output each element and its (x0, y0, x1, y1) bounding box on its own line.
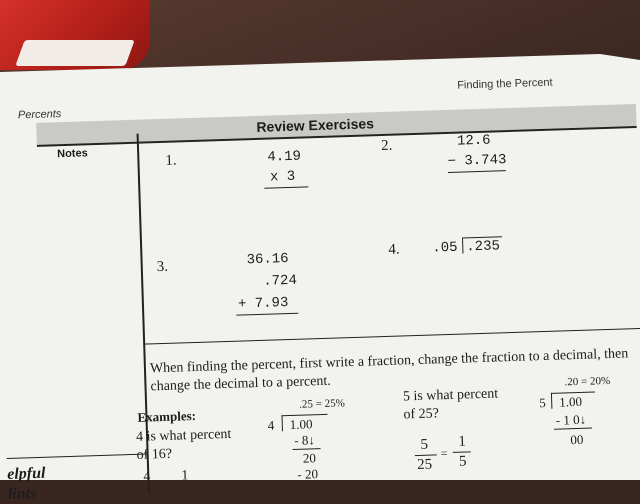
example-1-result: .25 = 25% (298, 397, 345, 411)
examples-label: Examples: (137, 407, 197, 425)
example-2-equals: = (440, 446, 448, 461)
helpful-hints-line2: lints (7, 485, 37, 503)
example-1-question-line2: of 16? (136, 446, 173, 463)
example-1-fraction-num: 4 (143, 469, 151, 485)
example-2-question-line1: 5 is what percent (402, 386, 499, 405)
example-1-divisor: 4 (267, 417, 275, 433)
example-2-dividend: 1.00 (558, 393, 583, 410)
exercise-4-dividend: .235 (466, 238, 501, 256)
section-rule (143, 328, 640, 345)
exercise-3-number: 3. (156, 258, 169, 276)
example-2-step-2: 00 (570, 431, 584, 448)
exercise-2-number: 2. (380, 137, 393, 155)
exercise-1-line2: x 3 (269, 168, 296, 186)
section-label: Percents (17, 108, 62, 122)
exercise-1-line (264, 186, 308, 188)
exercise-4-number: 4. (388, 241, 400, 258)
exercise-1-number: 1. (165, 152, 177, 169)
exercise-3-line2: .724 (263, 272, 298, 290)
exercise-4-divisor: .05 (432, 239, 458, 257)
example-1-question-line1: 4 is what percent (135, 426, 232, 445)
example-2-step-1: - 1 0↓ (555, 411, 587, 428)
example-2-question-line2: of 25? (403, 406, 440, 423)
instruction-line-1: When finding the percent, first write a fraction, change the fraction to a decimal, then (149, 346, 629, 377)
example-1-step-1: - 8↓ (294, 432, 316, 448)
example-2-fraction-den-b: 5 (458, 453, 467, 470)
example-2-fraction-den: 25 (416, 456, 433, 474)
example-2-fraction-num: 5 (420, 436, 429, 453)
banner-title: Review Exercises (256, 115, 375, 135)
exercise-3-line3: + 7.93 (237, 295, 289, 313)
notes-label: Notes (56, 147, 88, 161)
example-2-divisor: 5 (538, 394, 546, 411)
sidebar-rule (7, 454, 147, 459)
exercise-4-bracket (462, 238, 464, 254)
example-1-dividend: 1.00 (289, 416, 313, 433)
exercise-2-line (448, 170, 506, 173)
instruction-line-2: change the decimal to a percent. (150, 373, 332, 395)
exercise-2-line1: 12.6 (456, 132, 491, 150)
helpful-hints-line1: elpful (6, 464, 46, 483)
example-2-bracket (551, 393, 553, 409)
example-1-step-2: 20 (302, 450, 317, 466)
example-2-result: .20 = 20% (564, 374, 611, 389)
exercise-1-line1: 4.19 (267, 148, 302, 166)
example-1-step-3: - 20 (297, 466, 319, 482)
page-title: Finding the Percent (457, 76, 553, 92)
example-2-step-line (554, 428, 592, 430)
exercise-3-line1: 36.16 (246, 250, 289, 269)
exercise-2-line2: − 3.743 (447, 152, 507, 170)
exercise-3-line (236, 313, 298, 316)
example-2-fraction-num-b: 1 (458, 433, 467, 450)
example-1-fraction-num-2: 1 (181, 468, 189, 484)
example-1-bracket (281, 415, 283, 431)
